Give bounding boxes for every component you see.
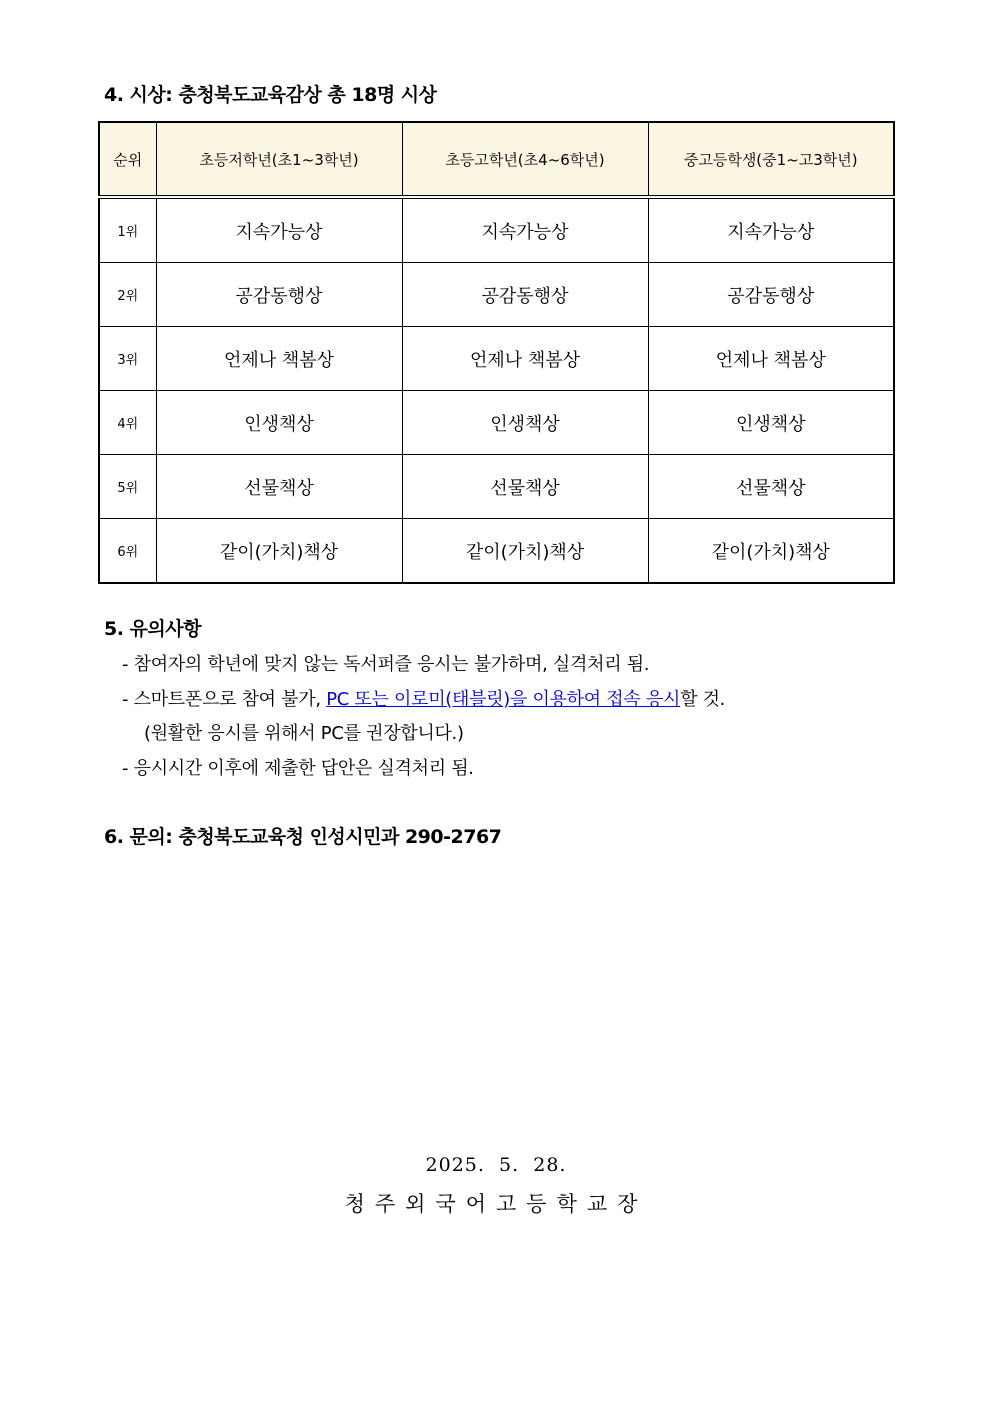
table-row xyxy=(99,327,894,391)
note-grade-restriction: - 참여자의 학년에 맞지 않는 독서퍼즐 응시는 불가하며, 실격처리 됨. xyxy=(122,654,650,675)
rank-cell: 5위 xyxy=(99,455,156,519)
table-row xyxy=(99,519,894,584)
award-cell: 인생책상 xyxy=(402,391,648,455)
header-upper-elementary: 초등고학년(초4~6학년) xyxy=(402,122,648,197)
rank-cell: 4위 xyxy=(99,391,156,455)
table-row xyxy=(99,391,894,455)
document-date: 2025. 5. 28. xyxy=(425,1154,567,1176)
award-cell: 공감동행상 xyxy=(648,263,894,327)
award-cell: 언제나 책봄상 xyxy=(648,327,894,391)
section-5-heading: 5. 유의사항 xyxy=(104,618,201,640)
award-cell: 같이(가치)책상 xyxy=(648,519,894,584)
award-cell: 지속가능상 xyxy=(402,197,648,263)
award-cell: 공감동행상 xyxy=(156,263,402,327)
award-cell: 지속가능상 xyxy=(648,197,894,263)
table-row xyxy=(99,455,894,519)
award-cell: 같이(가치)책상 xyxy=(402,519,648,584)
awards-table xyxy=(98,121,895,584)
table-row xyxy=(99,263,894,327)
table-row xyxy=(99,197,894,263)
rank-cell: 6위 xyxy=(99,519,156,584)
note-late-submission: - 응시시간 이후에 제출한 답안은 실격처리 됨. xyxy=(122,757,474,779)
table-header-row xyxy=(99,122,894,197)
award-cell: 언제나 책봄상 xyxy=(156,327,402,391)
note-device xyxy=(122,683,725,718)
header-rank: 순위 xyxy=(99,122,156,197)
award-cell: 같이(가치)책상 xyxy=(156,519,402,584)
award-cell: 공감동행상 xyxy=(402,263,648,327)
award-cell: 지속가능상 xyxy=(156,197,402,263)
award-cell: 선물책상 xyxy=(156,455,402,519)
rank-cell: 3위 xyxy=(99,327,156,391)
note-device-recommendation: (원활한 응시를 위해서 PC를 권장합니다.) xyxy=(144,723,464,744)
notes-list xyxy=(122,648,725,786)
school-signer: 청주외국어고등학교장 xyxy=(344,1192,648,1216)
section-4-heading: 4. 시상: 충청북도교육감상 총 18명 시상 xyxy=(104,84,437,106)
section-6-heading: 6. 문의: 충청북도교육청 인성시민과 290-2767 xyxy=(104,826,502,848)
award-cell: 선물책상 xyxy=(648,455,894,519)
award-cell: 언제나 책봄상 xyxy=(402,327,648,391)
note-device-prefix: - 스마트폰으로 참여 불가, xyxy=(122,688,327,710)
note-device-suffix: 할 것. xyxy=(680,688,726,710)
award-cell: 인생책상 xyxy=(648,391,894,455)
header-lower-elementary: 초등저학년(초1~3학년) xyxy=(156,122,402,197)
rank-cell: 1위 xyxy=(99,197,156,263)
rank-cell: 2위 xyxy=(99,263,156,327)
device-access-link[interactable]: PC 또는 이로미(태블릿)을 이용하여 접속 응시 xyxy=(326,688,681,710)
award-cell: 인생책상 xyxy=(156,391,402,455)
award-cell: 선물책상 xyxy=(402,455,648,519)
header-secondary: 중고등학생(중1~고3학년) xyxy=(648,122,894,197)
